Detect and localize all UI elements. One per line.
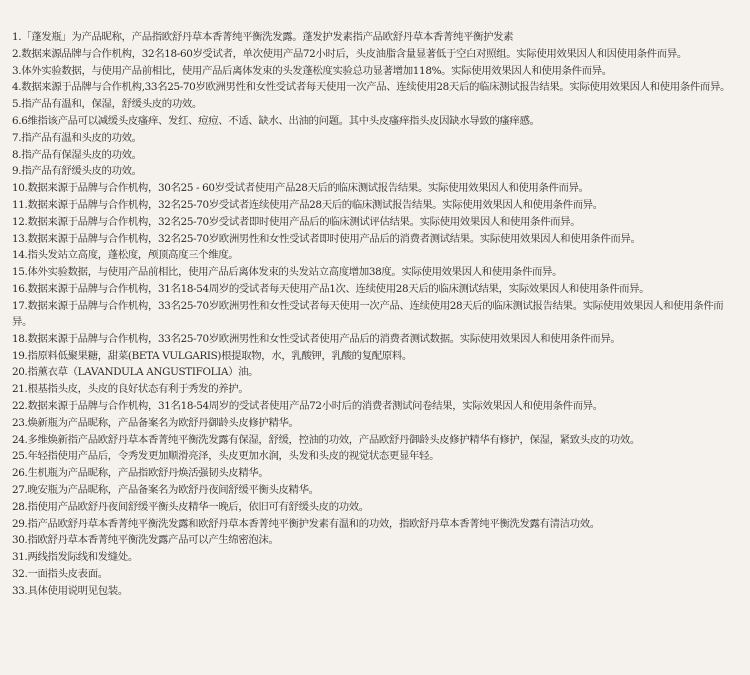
footnote-3: 3.体外实验数据，与使用产品前相比，使用产品后离体发束的头发蓬松度实验总功显著增加118%。实际使用效果因人和使用条件而异。 — [12, 64, 612, 77]
footnote-33: 33.具体使用说明见包装。 — [12, 584, 128, 597]
footnote-20: 20.指薰衣草（LAVANDULA ANGUSTIFOLIA）油。 — [12, 366, 259, 379]
footnotes-list — [12, 29, 738, 599]
footnote-8: 8.指产品有保湿头皮的功效。 — [12, 148, 142, 161]
footnote-1: 1.「蓬发瓶」为产品昵称，产品指欧舒丹草本香菁纯平衡洗发露。蓬发护发素指产品欧舒丹草本香菁纯平衡护发素 — [12, 31, 514, 43]
footnote-26: 26.生机瓶为产品昵称，产品指欧舒丹焕活强韧头皮精华。 — [12, 467, 269, 480]
footnote-16: 16.数据来源于品牌与合作机构，31名18-54周岁的受试者每天使用产品1次、连续使用28天后的临床测试结果，实际效果因人和使用条件而异。 — [12, 282, 650, 295]
footnote-24: 24.多维焕新指产品欧舒丹草本香菁纯平衡洗发露有保湿，舒缓，控油的功效，产品欧舒丹御龄头皮修护精华有修护，保湿，紧致头皮的功效。 — [12, 433, 640, 446]
footnote-25: 25.年轻指使用产品后，令秀发更加顺滑亮泽，头皮更加水润，头发和头皮的视觉状态更显年轻。 — [12, 450, 440, 463]
footnote-32: 32.一面指头皮表面。 — [12, 567, 108, 580]
footnote-18: 18.数据来源于品牌与合作机构，33名25-70岁欧洲男性和女性受试者使用产品后的消费者测试数据。实际使用效果因人和使用条件而异。 — [12, 332, 621, 345]
footnote-4: 4.数据来源于品牌与合作机构,33名25-70岁欧洲男性和女性受试者每天使用一次产品、连续使用28天后的临床测试报告结果。实际使用效果因人和使用条件而异。 — [12, 81, 731, 94]
footnote-2: 2.数据来源品牌与合作机构，32名18-60岁受试者，单次使用产品72小时后，头皮油脂含量显著低于空白对照组。实际使用效果因人和因使用条件而异。 — [12, 47, 687, 60]
footnote-17: 17.数据来源于品牌与合作机构，33名25-70岁欧洲男性和女性受试者每天使用一次产品、连续使用28天后的临床测试报告结果。实际使用效果因人和使用条件而异。 — [12, 299, 724, 328]
footnote-7: 7.指产品有温和头皮的功效。 — [12, 131, 142, 144]
footnote-6: 6.6维指该产品可以减缓头皮瘙痒、发红、痘痘、不适、缺水、出油的问题。其中头皮瘙痒指头皮因缺水导致的瘙痒感。 — [12, 114, 540, 127]
footnote-10: 10.数据来源于品牌与合作机构，30名25 - 60岁受试者使用产品28天后的临床测试报告结果。实际使用效果因人和使用条件而异。 — [12, 182, 589, 195]
footnote-11: 11.数据来源于品牌与合作机构，32名25-70岁受试者连续使用产品28天后的临床测试报告结果。实际使用效果因人和使用条件而异。 — [12, 198, 603, 211]
footnote-31: 31.两线指发际线和发缝处。 — [12, 551, 138, 564]
footnote-22: 22.数据来源于品牌与合作机构，31名18-54周岁的受试者使用产品72小时后的消费者测试问卷结果，实际效果因人和使用条件而异。 — [12, 399, 603, 412]
footnote-27: 27.晚安瓶为产品昵称，产品备案名为欧舒丹夜间舒缓平衡头皮精华。 — [12, 483, 319, 496]
footnote-28: 28.指使用产品欧舒丹夜间舒缓平衡头皮精华一晚后，依旧可有舒缓头皮的功效。 — [12, 500, 369, 513]
footnote-14: 14.指头发站立高度，蓬松度，颅顶高度三个维度。 — [12, 249, 239, 262]
footnote-23: 23.焕新瓶为产品昵称，产品备案名为欧舒丹御龄头皮修护精华。 — [12, 416, 299, 429]
footnote-29: 29.指产品欧舒丹草本香菁纯平衡洗发露和欧舒丹草本香菁纯平衡护发素有温和的功效，指欧舒丹草本香菁纯平衡洗发露有清洁功效。 — [12, 517, 600, 530]
footnote-12: 12.数据来源于品牌与合作机构，32名25-70岁受试者即时使用产品后的临床测试评估结果。实际使用效果因人和使用条件而异。 — [12, 215, 581, 228]
footnote-30: 30.指欧舒丹草本香菁纯平衡洗发露产品可以产生绵密泡沫。 — [12, 534, 279, 547]
footnote-21: 21.根基指头皮，头皮的良好状态有利于秀发的养护。 — [12, 383, 249, 396]
footnote-5: 5.指产品有温和，保湿，舒缓头皮的功效。 — [12, 98, 202, 111]
footnote-9: 9.指产品有舒缓头皮的功效。 — [12, 165, 142, 178]
footnote-15: 15.体外实验数据，与使用产品前相比，使用产品后离体发束的头发站立高度增加38度。实际使用效果因人和使用条件而异。 — [12, 266, 563, 279]
footnote-13: 13.数据来源于品牌与合作机构，32名25-70岁欧洲男性和女性受试者即时使用产品后的消费者测试结果。实际使用效果因人和使用条件而异。 — [12, 232, 641, 245]
footnote-19: 19.指原料低聚果糖，甜菜(BETA VULGARIS)根提取物，水，乳酸钾，乳酸的复配原料。 — [12, 349, 412, 362]
